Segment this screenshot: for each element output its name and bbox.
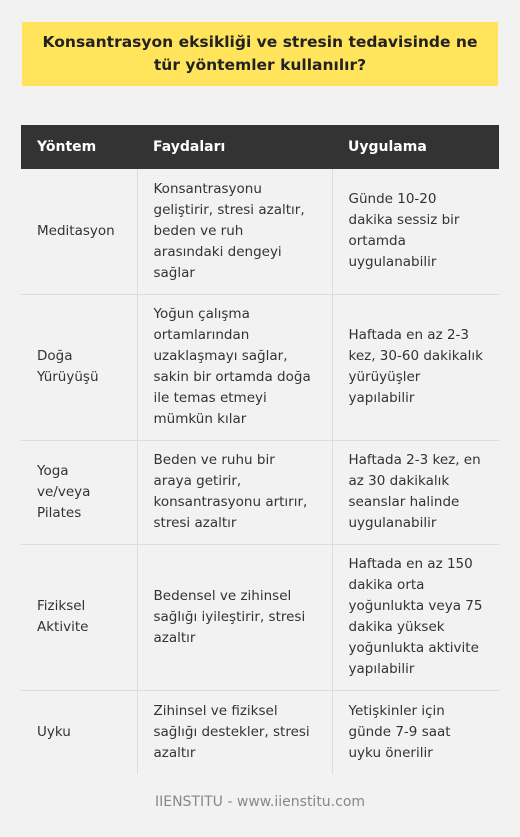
cell-application: Haftada en az 150 dakika orta yoğunlukta veya 75 dakika yüksek yoğunlukta aktivite yapılabilir xyxy=(332,544,499,690)
header-application: Uygulama xyxy=(332,125,499,169)
table-row xyxy=(21,294,499,440)
cell-benefits: Bedensel ve zihinsel sağlığı iyileştirir, stresi azaltır xyxy=(137,544,332,690)
table-row xyxy=(21,690,499,774)
cell-benefits: Zihinsel ve fiziksel sağlığı destekler, stresi azaltır xyxy=(137,690,332,774)
cell-application: Haftada 2-3 kez, en az 30 dakikalık seanslar halinde uygulanabilir xyxy=(332,440,499,544)
cell-application: Haftada en az 2-3 kez, 30-60 dakikalık yürüyüşler yapılabilir xyxy=(332,294,499,440)
cell-method: Yoga ve/veya Pilates xyxy=(21,440,137,544)
header-method: Yöntem xyxy=(21,125,137,169)
table-row xyxy=(21,440,499,544)
table-header-row xyxy=(21,125,499,169)
cell-method: Uyku xyxy=(37,723,71,740)
methods-table xyxy=(21,125,499,774)
cell-application: Yetişkinler için günde 7-9 saat uyku önerilir xyxy=(332,690,499,774)
table-row xyxy=(21,544,499,690)
cell-method: Meditasyon xyxy=(21,169,137,294)
title-banner xyxy=(22,22,498,86)
footer-credit: IIENSTITU - www.iienstitu.com xyxy=(154,794,366,810)
table-row xyxy=(21,169,499,294)
page-title: Konsantrasyon eksikliği ve stresin tedavisinde ne tür yöntemler kullanılır? xyxy=(42,33,478,74)
cell-method: Doğa Yürüyüşü xyxy=(21,294,137,440)
cell-benefits: Beden ve ruhu bir araya getirir, konsantrasyonu artırır, stresi azaltır xyxy=(137,440,332,544)
cell-benefits: Yoğun çalışma ortamlarından uzaklaşmayı sağlar, sakin bir ortamda doğa ile temas etmeyi mümkün kılar xyxy=(137,294,332,440)
cell-benefits: Konsantrasyonu geliştirir, stresi azaltır, beden ve ruh arasındaki dengeyi sağlar xyxy=(137,169,332,294)
header-benefits: Faydaları xyxy=(137,125,332,169)
cell-application: Günde 10-20 dakika sessiz bir ortamda uygulanabilir xyxy=(332,169,499,294)
cell-method: Fiziksel Aktivite xyxy=(21,544,137,690)
